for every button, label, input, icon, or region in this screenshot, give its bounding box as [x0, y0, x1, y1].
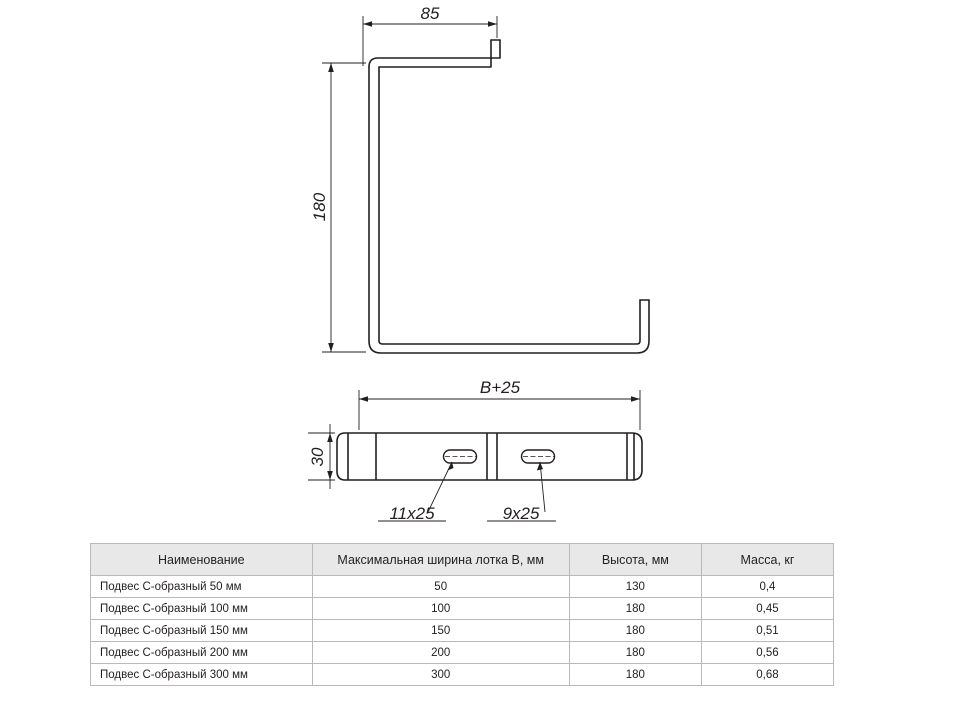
top-view-geometry: [337, 433, 642, 480]
cell-width: 150: [312, 620, 569, 642]
callout-slot-right-label: 9x25: [502, 504, 540, 523]
table-row: [91, 598, 834, 620]
cell-width: 50: [312, 576, 569, 598]
cell-width: 100: [312, 598, 569, 620]
cell-height: 130: [569, 576, 701, 598]
cell-name: Подвес С-образный 50 мм: [91, 576, 313, 598]
front-view-geometry: [369, 40, 649, 353]
cell-width: 200: [312, 642, 569, 664]
table-row: [91, 664, 834, 686]
table-header-mass: Масса, кг: [701, 544, 833, 576]
slot-right-hole: [522, 450, 556, 463]
cell-height: 180: [569, 642, 701, 664]
cell-mass: 0,51: [701, 620, 833, 642]
cell-width: 300: [312, 664, 569, 686]
dimension-depth-label: 30: [308, 447, 327, 467]
cell-name: Подвес С-образный 150 мм: [91, 620, 313, 642]
table-row: [91, 576, 834, 598]
table-header-name: Наименование: [91, 544, 313, 576]
table-row: [91, 620, 834, 642]
cell-height: 180: [569, 620, 701, 642]
cell-name: Подвес С-образный 300 мм: [91, 664, 313, 686]
cell-mass: 0,45: [701, 598, 833, 620]
cell-height: 180: [569, 664, 701, 686]
table-row: [91, 642, 834, 664]
dimension-height-label: 180: [310, 192, 329, 222]
cell-name: Подвес С-образный 200 мм: [91, 642, 313, 664]
slot-left-hole: [444, 450, 477, 463]
cell-height: 180: [569, 598, 701, 620]
table-header-width: Максимальная ширина лотка B, мм: [312, 544, 569, 576]
callout-slot-left-label: 11x25: [389, 504, 435, 523]
cell-mass: 0,68: [701, 664, 833, 686]
table-header-height: Высота, мм: [569, 544, 701, 576]
dimension-top-width-label: 85: [420, 4, 440, 23]
cell-mass: 0,4: [701, 576, 833, 598]
specification-table: [90, 543, 834, 686]
table-header-row: [91, 544, 834, 576]
cell-name: Подвес С-образный 100 мм: [91, 598, 313, 620]
dimension-overall-width-label: B+25: [479, 378, 521, 397]
cell-mass: 0,56: [701, 642, 833, 664]
